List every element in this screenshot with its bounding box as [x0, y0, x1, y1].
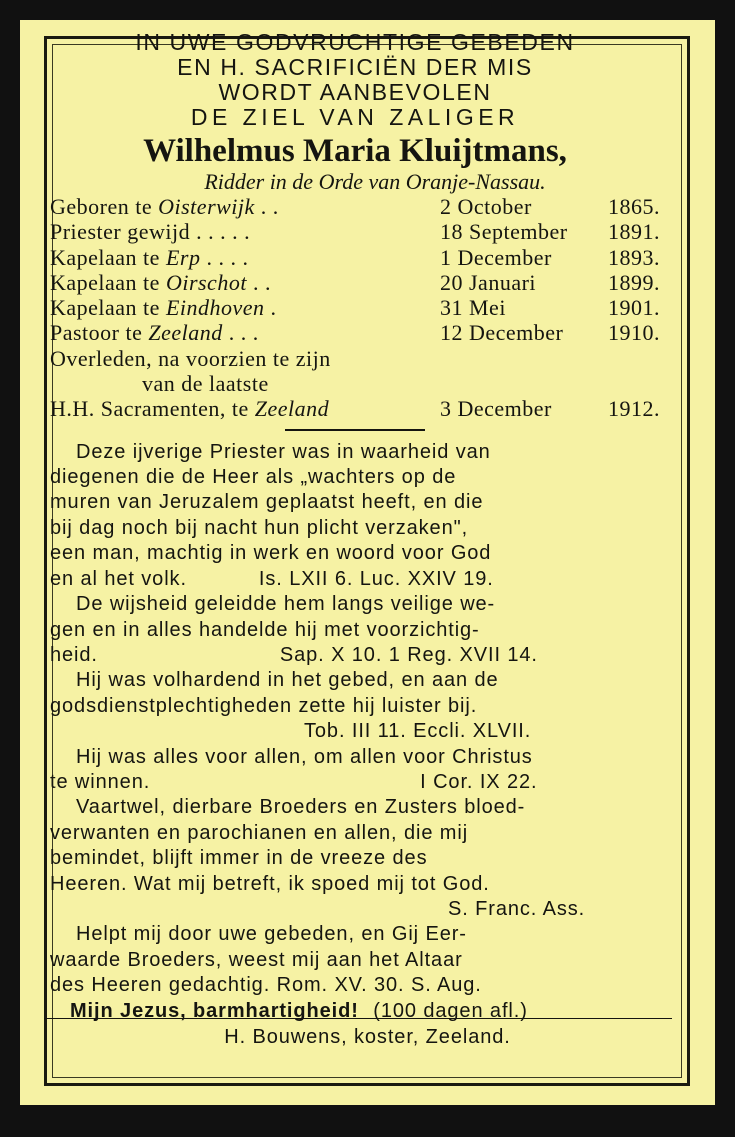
- text-line: waarde Broeders, weest mij aan het Altaar: [50, 948, 463, 971]
- deceased-name: Wilhelmus Maria Kluijtmans,: [143, 133, 567, 169]
- scripture-reference: Tob. III 11. Eccli. XLVII.: [304, 720, 532, 743]
- printer-credit: H. Bouwens, koster, Zeeland.: [224, 1026, 511, 1048]
- text-line: Heeren. Wat mij betreft, ik spoed mij tot God.: [50, 872, 490, 895]
- death-line-1: Overleden, na voorzien te zijn: [50, 345, 331, 371]
- life-event-row: Kapelaan te Oirschot . . 20 Januari 1899.: [50, 269, 660, 295]
- order-title: Ridder in de Orde van Oranje-Nassau.: [204, 169, 546, 194]
- text-line: Vaartwel, dierbare Broeders en Zusters bloed-: [76, 796, 526, 819]
- text-line: muren van Jeruzalem geplaatst heeft, en die: [50, 491, 484, 514]
- scripture-reference: Is. LXII 6. Luc. XXIV 19.: [258, 567, 494, 590]
- text-line: te winnen. I Cor. IX 22.: [50, 770, 660, 795]
- header-line-4: DE ZIEL VAN ZALIGER: [190, 104, 520, 130]
- text-line: en al het volk. Is. LXII 6. Luc. XXIV 19.: [50, 567, 660, 592]
- text-line: [50, 897, 660, 922]
- footer-divider: [44, 1018, 672, 1019]
- text-line: des Heeren gedachtig. Rom. XV. 30. S. Aug.: [50, 974, 482, 997]
- indulgence-prayer: Mijn Jezus, barmhartigheid!: [70, 999, 359, 1022]
- card-content: [50, 30, 660, 1024]
- text-line: [50, 999, 660, 1024]
- scripture-reference: S. Franc. Ass.: [448, 897, 586, 920]
- life-event-row: Priester gewijd . . . . . 18 September 1891.: [50, 219, 660, 245]
- life-event-row: Geboren te Oisterwijk . . 2 October 1865.: [50, 194, 660, 219]
- text-line: Hij was alles voor allen, om allen voor Christus: [76, 745, 533, 768]
- text-line: verwanten en parochianen en allen, die mij: [50, 821, 469, 844]
- text-line: bemindet, blijft immer in de vreeze des: [50, 847, 428, 870]
- text-line: bij dag noch bij nacht hun plicht verzaken",: [50, 516, 469, 539]
- life-event-row: Kapelaan te Erp . . . . 1 December 1893.: [50, 244, 660, 270]
- death-line-2: van de laatste: [142, 371, 269, 397]
- text-line: Deze ijverige Priester was in waarheid van: [76, 440, 491, 463]
- text-line: een man, machtig in werk en woord voor God: [50, 542, 492, 565]
- death-row: H.H. Sacramenten, te Zeeland 3 December 1912.: [50, 396, 660, 422]
- header-line-1: IN UWE GODVRUCHTIGE GEBEDEN: [135, 29, 575, 55]
- text-line: Helpt mij door uwe gebeden, en Gij Eer-: [76, 923, 467, 946]
- life-event-row: Pastoor te Zeeland . . . 12 December 1910.: [50, 320, 660, 346]
- indulgence-note: (100 dagen afl.): [373, 999, 528, 1022]
- text-line: Hij was volhardend in het gebed, en aan de: [76, 669, 499, 692]
- text-line: De wijsheid geleidde hem langs veilige we-: [76, 593, 496, 616]
- header-line-2: EN H. SACRIFICIËN DER MIS: [177, 54, 533, 80]
- scripture-reference: Sap. X 10. 1 Reg. XVII 14.: [279, 643, 538, 666]
- text-line: gen en in alles handelde hij met voorzichtig-: [50, 618, 480, 641]
- text-line: godsdienstplechtigheden zette hij luister bij.: [50, 694, 478, 717]
- scripture-reference: I Cor. IX 22.: [420, 770, 538, 793]
- text-line: diegenen die de Heer als „wachters op de: [50, 466, 457, 489]
- text-line: [50, 719, 660, 744]
- life-event-row: Kapelaan te Eindhoven . 31 Mei 1901.: [50, 295, 660, 321]
- divider: [285, 429, 425, 431]
- header-line-3: WORDT AANBEVOLEN: [218, 79, 492, 105]
- text-line: heid. Sap. X 10. 1 Reg. XVII 14.: [50, 643, 660, 668]
